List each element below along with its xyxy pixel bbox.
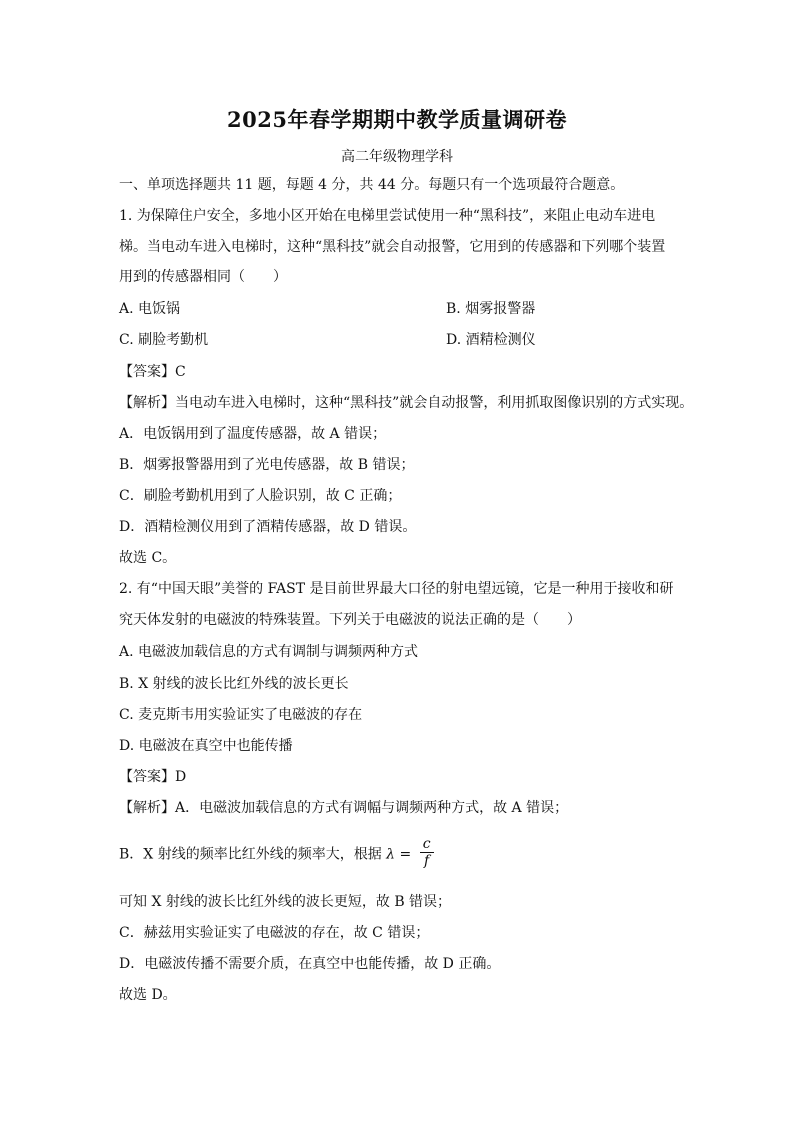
- q1-option-a: A. 电饭锅: [119, 301, 181, 317]
- q1-option-c: C. 刷脸考勤机: [119, 332, 209, 348]
- q1-answer: 【答案】C: [119, 364, 186, 380]
- q1-analysis-a: A．电饭锅用到了温度传感器，故 A 错误；: [119, 426, 387, 442]
- q1-analysis: 【解析】当电动车进入电梯时，这种“黑科技”就会自动报警，利用抓取图像识别的方式实现。: [119, 395, 694, 411]
- q1-analysis-b: B．烟雾报警器用到了光电传感器，故 B 错误；: [119, 457, 415, 473]
- q2-answer: 【答案】D: [119, 769, 187, 785]
- q2-analysis-c: C．赫兹用实验证实了电磁波的存在，故 C 错误；: [119, 925, 430, 941]
- q2-option-a: A. 电磁波加载信息的方式有调制与调频两种方式: [119, 644, 419, 660]
- page-title: 2025年春学期期中教学质量调研卷: [227, 107, 567, 132]
- formula-numerator: c: [420, 836, 434, 853]
- q1-analysis-d: D．酒精检测仪用到了酒精传感器，故 D 错误。: [119, 519, 417, 535]
- q2-option-d: D. 电磁波在真空中也能传播: [119, 738, 293, 754]
- q1-option-b: B. 烟雾报警器: [446, 301, 536, 317]
- q2-option-c: C. 麦克斯韦用实验证实了电磁波的存在: [119, 707, 363, 723]
- q2-stem-line2: 究天体发射的电磁波的特殊装置。下列关于电磁波的说法正确的是（ ）: [119, 612, 581, 628]
- q2-analysis-b-text: B．X 射线的频率比红外线的频率大，根据: [119, 846, 382, 863]
- q1-option-d: D. 酒精检测仪: [446, 332, 536, 348]
- q2-analysis-b2: 可知 X 射线的波长比红外线的波长更短，故 B 错误；: [119, 894, 452, 910]
- q2-conclusion: 故选 D。: [119, 987, 177, 1003]
- q1-analysis-c: C．刷脸考勤机用到了人脸识别，故 C 正确；: [119, 488, 402, 504]
- q1-stem-line3: 用到的传感器相同（ ）: [119, 269, 287, 285]
- q2-analysis: 【解析】A．电磁波加载信息的方式有调幅与调频两种方式，故 A 错误；: [119, 800, 569, 816]
- page-subtitle: 高二年级物理学科: [341, 149, 453, 165]
- formula-lambda: λ =: [386, 846, 412, 863]
- q2-analysis-d: D．电磁波传播不需要介质，在真空中也能传播，故 D 正确。: [119, 956, 501, 972]
- q2-analysis-b: [119, 838, 434, 871]
- q1-stem-line2: 梯。当电动车进入电梯时，这种“黑科技”就会自动报警，它用到的传感器和下列哪个装置: [119, 239, 666, 255]
- q1-stem-line1: 1. 为保障住户安全，多地小区开始在电梯里尝试使用一种“黑科技”，来阻止电动车进电: [119, 208, 656, 224]
- q2-stem-line1: 2. 有“中国天眼”美誉的 FAST 是目前世界最大口径的射电望远镜，它是一种用于接收和研: [119, 581, 674, 597]
- formula-denominator: f: [424, 853, 430, 869]
- q1-conclusion: 故选 C。: [119, 550, 177, 566]
- formula-fraction: [420, 836, 434, 869]
- section-heading: 一、单项选择题共 11 题，每题 4 分，共 44 分。每题只有一个选项最符合题意。: [119, 177, 625, 193]
- q2-option-b: B. X 射线的波长比红外线的波长更长: [119, 676, 349, 692]
